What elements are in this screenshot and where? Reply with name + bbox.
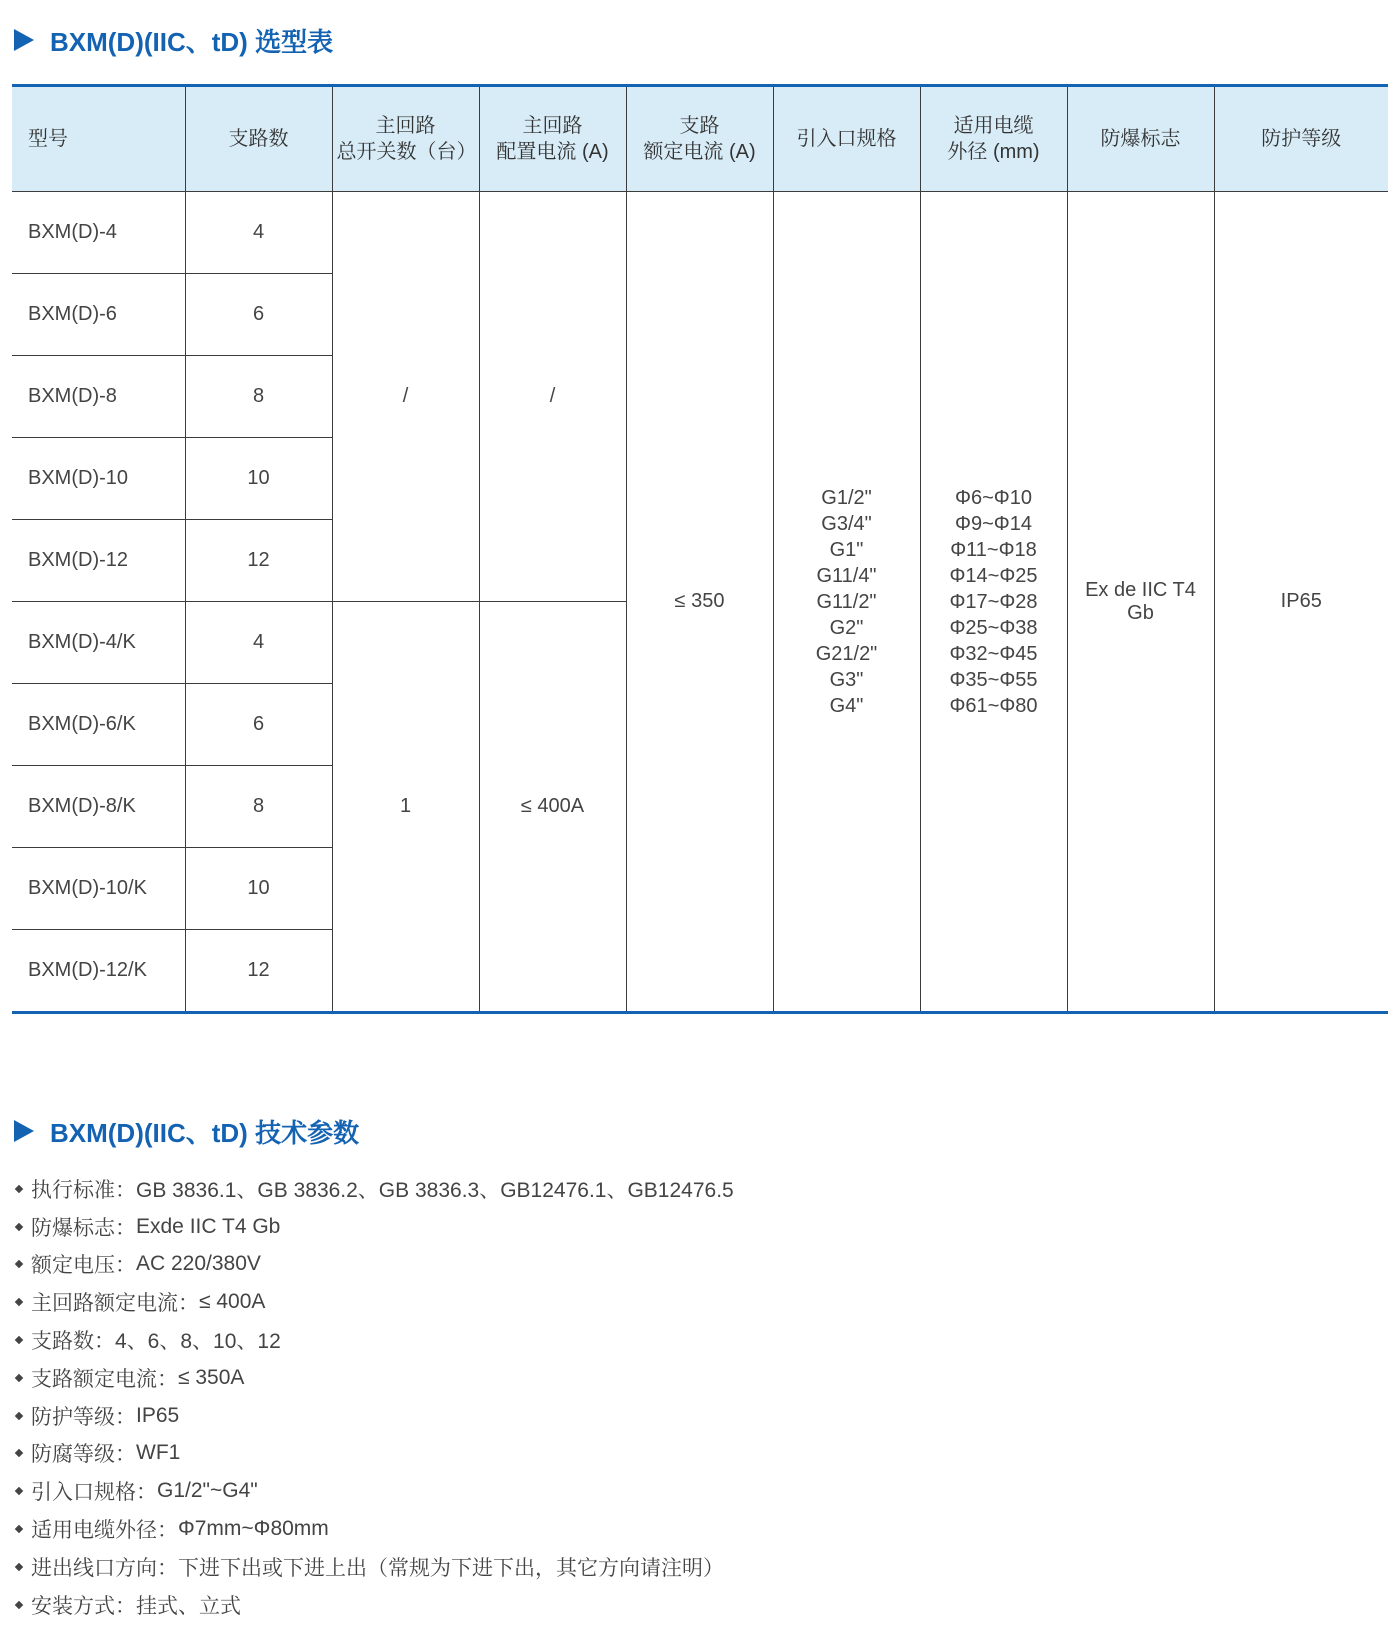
branches-cell: 8 [185, 766, 332, 848]
main-switch-cell: / [332, 192, 479, 602]
branches-cell: 10 [185, 848, 332, 930]
model-cell: BXM(D)-12 [12, 520, 185, 602]
header-branch-current: 支路 额定电流 (A) [626, 86, 773, 192]
diamond-bullet-icon [15, 1600, 23, 1608]
list-item: 支路额定电流： ≤ 350A [14, 1359, 734, 1397]
diamond-bullet-icon [15, 1487, 23, 1495]
tech-params-title-text: BXM(D)(IIC、tD) 技术参数 [50, 1117, 360, 1148]
header-ex-marking: 防爆标志 [1067, 86, 1214, 192]
diamond-bullet-icon [15, 1563, 23, 1571]
list-item: 支路数： 4、6、8、10、12 [14, 1321, 734, 1359]
model-cell: BXM(D)-4 [12, 192, 185, 274]
main-current-cell: ≤ 400A [479, 602, 626, 1013]
header-protection: 防护等级 [1214, 86, 1388, 192]
main-current-cell: / [479, 192, 626, 602]
model-cell: BXM(D)-8/K [12, 766, 185, 848]
diamond-bullet-icon [15, 1185, 23, 1193]
diamond-bullet-icon [15, 1374, 23, 1382]
branches-cell: 6 [185, 274, 332, 356]
list-item: 安装方式： 挂式、立式 [14, 1586, 734, 1624]
diamond-bullet-icon [15, 1525, 23, 1533]
diamond-bullet-icon [15, 1411, 23, 1419]
list-item: 适用电缆外径： Φ7mm~Φ80mm [14, 1510, 734, 1548]
main-switch-cell: 1 [332, 602, 479, 1013]
ex-marking-cell: Ex de IIC T4 Gb [1067, 192, 1214, 1013]
branches-cell: 4 [185, 192, 332, 274]
branches-cell: 10 [185, 438, 332, 520]
model-cell: BXM(D)-8 [12, 356, 185, 438]
triangle-bullet-icon [14, 1120, 34, 1142]
header-main-switch: 主回路 总开关数（台） [332, 86, 479, 192]
diamond-bullet-icon [15, 1260, 23, 1268]
model-cell: BXM(D)-10/K [12, 848, 185, 930]
branches-cell: 12 [185, 930, 332, 1013]
model-cell: BXM(D)-4/K [12, 602, 185, 684]
protection-cell: IP65 [1214, 192, 1388, 1013]
selection-table-title-text: BXM(D)(IIC、tD) 选型表 [50, 26, 334, 57]
cable-diameter-cell: Φ6~Φ10 Φ9~Φ14 Φ11~Φ18 Φ14~Φ25 Φ17~Φ28 Φ25~Φ38 Φ32~Φ45 Φ35~Φ55 Φ61~Φ80 [920, 192, 1067, 1013]
list-item: 额定电压： AC 220/380V [14, 1246, 734, 1284]
branches-cell: 6 [185, 684, 332, 766]
triangle-bullet-icon [14, 29, 34, 51]
table-header-row [12, 86, 1388, 192]
list-item: 执行标准： GB 3836.1、GB 3836.2、GB 3836.3、GB12476.1、GB12476.5 [14, 1170, 734, 1208]
model-cell: BXM(D)-10 [12, 438, 185, 520]
tech-params-list [14, 1170, 734, 1624]
header-model: 型号 [12, 86, 185, 192]
branches-cell: 4 [185, 602, 332, 684]
table-row [12, 192, 1388, 274]
diamond-bullet-icon [15, 1298, 23, 1306]
diamond-bullet-icon [15, 1222, 23, 1230]
header-inlet-spec: 引入口规格 [773, 86, 920, 192]
diamond-bullet-icon [15, 1336, 23, 1344]
list-item: 主回路额定电流： ≤ 400A [14, 1283, 734, 1321]
model-cell: BXM(D)-6 [12, 274, 185, 356]
header-cable-diameter: 适用电缆 外径 (mm) [920, 86, 1067, 192]
list-item: 进出线口方向： 下进下出或下进上出（常规为下进下出，其它方向请注明） [14, 1548, 734, 1586]
model-cell: BXM(D)-12/K [28, 959, 147, 981]
branch-current-cell: ≤ 350 [626, 192, 773, 1013]
branches-cell: 12 [185, 520, 332, 602]
tech-params-title [14, 1111, 359, 1151]
model-cell: BXM(D)-6/K [12, 684, 185, 766]
list-item: 防腐等级： WF1 [14, 1435, 734, 1473]
list-item: 防护等级： IP65 [14, 1397, 734, 1435]
selection-table-title [14, 20, 333, 60]
header-branches: 支路数 [185, 86, 332, 192]
list-item: 引入口规格： G1/2"~G4" [14, 1472, 734, 1510]
header-main-current: 主回路 配置电流 (A) [479, 86, 626, 192]
diamond-bullet-icon [15, 1449, 23, 1457]
branches-cell: 8 [185, 356, 332, 438]
list-item: 防爆标志： Exde IIC T4 Gb [14, 1208, 734, 1246]
inlet-spec-cell: G1/2" G3/4" G1" G11/4" G11/2" G2" G21/2" G3" G4" [773, 192, 920, 1013]
selection-table [12, 84, 1388, 1014]
